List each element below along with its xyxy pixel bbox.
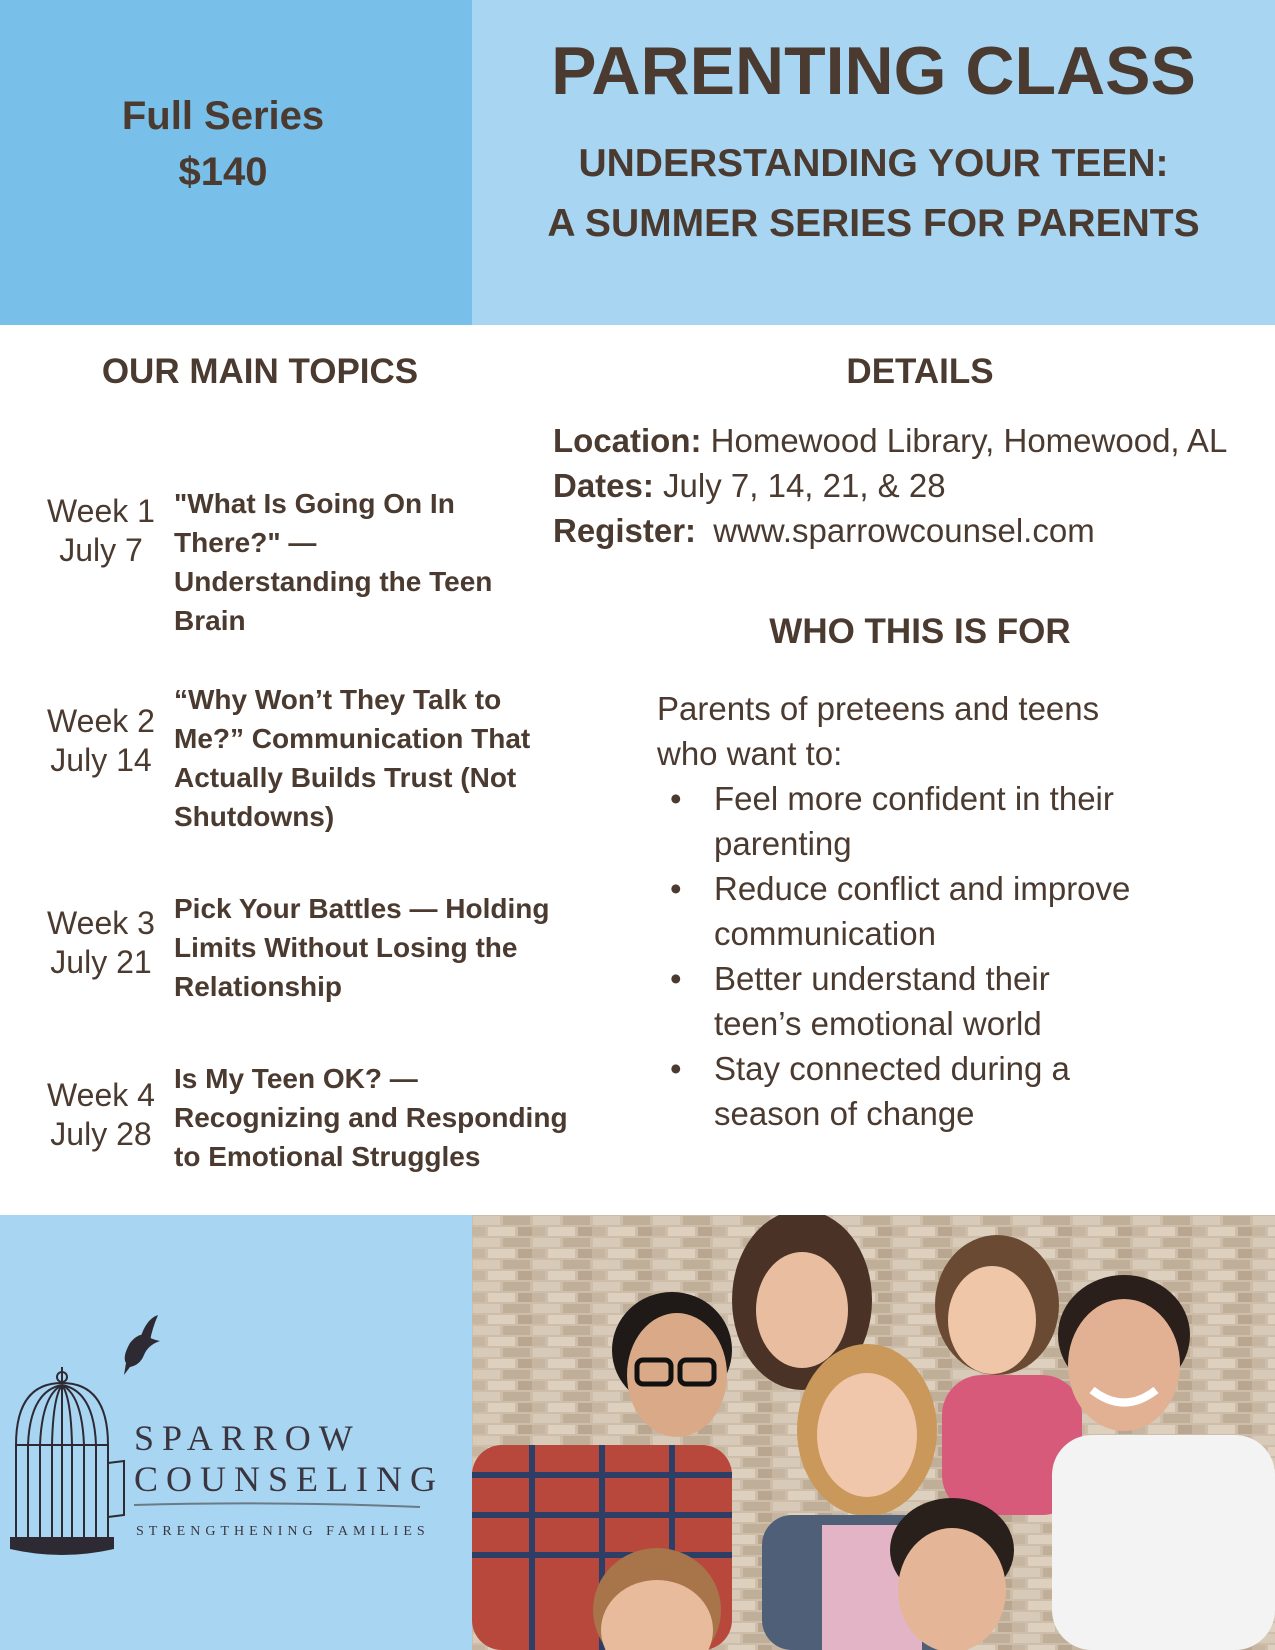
topic-line: Shutdowns) — [174, 801, 335, 832]
subtitle-line-2: A SUMMER SERIES FOR PARENTS — [547, 202, 1200, 245]
bullet-line: Reduce conflict and improve — [714, 870, 1131, 907]
topic-line: Pick Your Battles — Holding — [174, 893, 550, 924]
week-1-title — [174, 484, 594, 640]
topic-line: Is My Teen OK? — — [174, 1063, 418, 1094]
topic-line: Me?” Communication That — [174, 723, 531, 754]
location-label: Location: — [553, 422, 702, 459]
details-block — [553, 418, 1273, 553]
topics-heading: OUR MAIN TOPICS — [101, 352, 419, 391]
page-subtitle — [472, 134, 1275, 254]
register-row — [553, 508, 1273, 553]
audience-intro-1: Parents of preteens and teens — [657, 690, 1100, 727]
page-title: PARENTING CLASS — [551, 33, 1196, 109]
audience-list — [657, 776, 1217, 1136]
list-item — [657, 776, 1217, 866]
logo-tagline: STRENGTHENING FAMILIES — [136, 1524, 430, 1539]
topic-line: "What Is Going On In — [174, 488, 455, 519]
bullet-icon: • — [670, 780, 682, 817]
list-item — [657, 1046, 1217, 1136]
week-number: Week 3 — [47, 905, 155, 941]
bullet-line: teen’s emotional world — [714, 1005, 1042, 1042]
topic-line: “Why Won’t They Talk to — [174, 684, 502, 715]
topic-line: Limits Without Losing the — [174, 932, 518, 963]
location-value: Homewood Library, Homewood, AL — [710, 422, 1228, 459]
bullet-line: Stay connected during a — [714, 1050, 1070, 1087]
week-number: Week 1 — [47, 493, 155, 529]
week-number: Week 4 — [47, 1077, 155, 1113]
bullet-line: season of change — [714, 1095, 975, 1132]
bullet-icon: • — [670, 870, 682, 907]
teens-photo — [472, 1215, 1275, 1650]
teens-photo-illustration — [472, 1215, 1275, 1650]
subtitle-line-1: UNDERSTANDING YOUR TEEN: — [578, 142, 1169, 185]
bullet-line: parenting — [714, 825, 852, 862]
bullet-line: Feel more confident in their — [714, 780, 1114, 817]
week-4-title — [174, 1059, 594, 1176]
topic-line: to Emotional Struggles — [174, 1141, 481, 1172]
topic-line: Actually Builds Trust (Not — [174, 762, 517, 793]
dates-value: July 7, 14, 21, & 28 — [663, 467, 946, 504]
bullet-icon: • — [670, 1050, 682, 1087]
dates-row — [553, 463, 1273, 508]
week-4-label — [38, 1076, 164, 1154]
bullet-icon: • — [670, 960, 682, 997]
who-heading: WHO THIS IS FOR — [769, 612, 1071, 651]
bullet-line: communication — [714, 915, 936, 952]
register-label: Register: — [553, 512, 697, 549]
week-number: Week 2 — [47, 703, 155, 739]
week-3-label — [38, 904, 164, 982]
week-date: July 21 — [50, 944, 152, 980]
price-amount: $140 — [178, 150, 268, 194]
list-item — [657, 866, 1217, 956]
week-date: July 7 — [59, 532, 143, 568]
topic-line: Brain — [174, 605, 246, 636]
register-link[interactable]: www.sparrowcounsel.com — [713, 512, 1095, 549]
week-date: July 28 — [50, 1116, 152, 1152]
title-panel — [472, 0, 1275, 325]
location-row — [553, 418, 1273, 463]
bullet-line: Better understand their — [714, 960, 1050, 997]
week-3-title — [174, 889, 594, 1006]
topic-line: Recognizing and Responding — [174, 1102, 568, 1133]
topic-line: Relationship — [174, 971, 343, 1002]
week-1-label — [38, 492, 164, 570]
price-text — [0, 88, 446, 200]
logo-name-line-1: SPARROW — [134, 1418, 361, 1458]
audience-block — [657, 686, 1217, 1136]
list-item — [657, 956, 1217, 1046]
topic-line: Understanding the Teen — [174, 566, 493, 597]
week-date: July 14 — [50, 742, 152, 778]
price-label: Full Series — [121, 94, 325, 138]
topic-line: There?" — — [174, 527, 317, 558]
dates-label: Dates: — [553, 467, 654, 504]
details-heading: DETAILS — [846, 352, 994, 391]
week-2-title — [174, 680, 594, 836]
price-panel — [0, 0, 472, 325]
week-2-label — [38, 702, 164, 780]
logo-name-line-2: COUNSELING — [134, 1459, 444, 1499]
audience-intro-2: who want to: — [657, 735, 843, 772]
